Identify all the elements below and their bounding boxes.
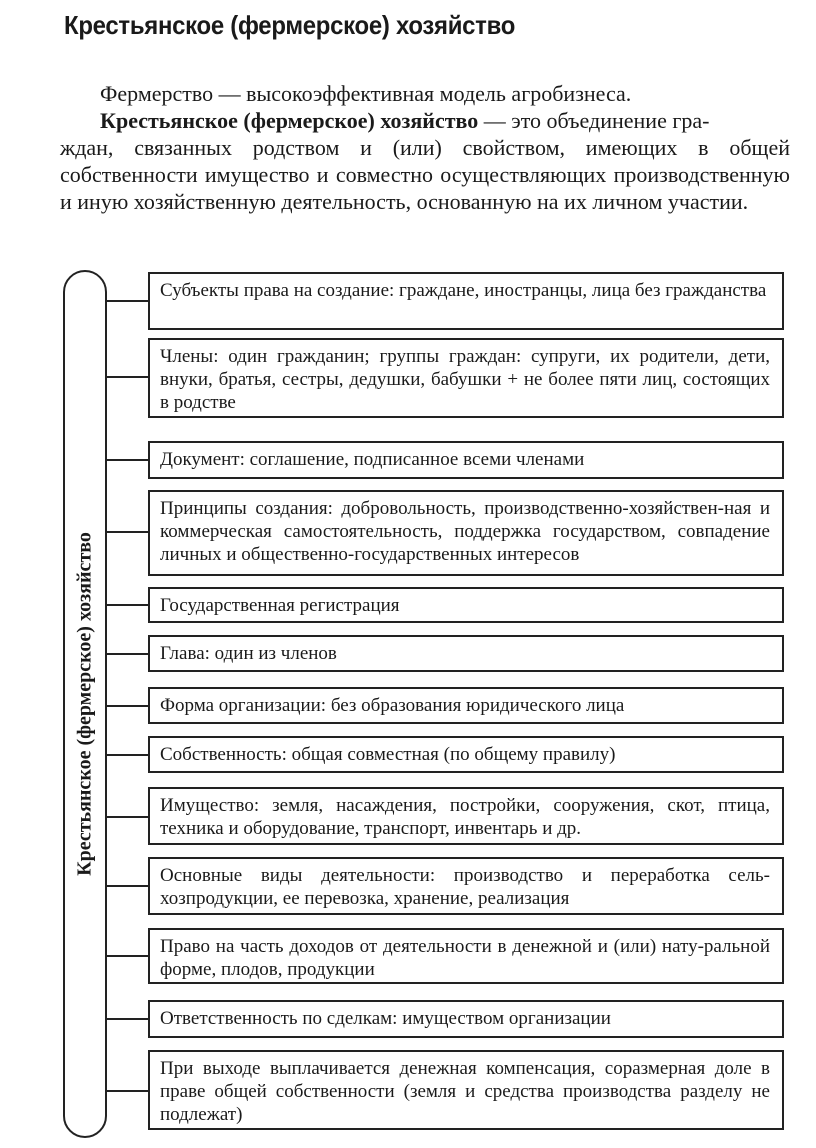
diagram-item-members: Члены: один гражданин; группы граждан: супруги, их родители, дети, внуки, братья, сестры, дедушки, бабушки + не более пяти лиц, состоящих в родстве [148, 338, 784, 418]
definition-text-start: — это объединение гра- [478, 108, 710, 133]
diagram-item-liability: Ответственность по сделкам: имуществом организации [148, 1000, 784, 1038]
intro-paragraph-2 [100, 107, 790, 134]
connector-line [106, 1090, 150, 1092]
connector-line [106, 376, 150, 378]
diagram-item-ownership: Собственность: общая совместная (по общему правилу) [148, 736, 784, 773]
diagram-item-head: Глава: один из членов [148, 635, 784, 672]
connector-line [106, 604, 150, 606]
page-title: Крестьянское (фермерское) хозяйство [64, 10, 516, 40]
diagram-item-registration: Государственная регистрация [148, 587, 784, 623]
connector-line [106, 531, 150, 533]
diagram-item-form: Форма организации: без образования юридического лица [148, 687, 784, 724]
connector-line [106, 1018, 150, 1020]
connector-line [106, 459, 150, 461]
diagram-item-principles: Принципы создания: добровольность, производственно-хозяйствен-ная и коммерческая самостоятельность, поддержка государством, совпадение личных и общественно-государственных интересов [148, 490, 784, 576]
diagram-item-income: Право на часть доходов от деятельности в денежной и (или) нату-ральной форме, плодов, продукции [148, 928, 784, 984]
connector-line [106, 955, 150, 957]
definition-text-rest: ждан, связанных родством и (или) свойством, имеющих в общей собственности имущество и совместно осуществляющих производственную и иную хозяйственную деятельность, основанную на их личном участии. [60, 135, 790, 214]
diagram-root-label: Крестьянское (фермерское) хозяйство [73, 532, 96, 876]
diagram-item-property: Имущество: земля, насаждения, постройки, сооружения, скот, птица, техника и оборудование, транспорт, инвентарь и др. [148, 787, 784, 845]
definition-term: Крестьянское (фермерское) хозяйство [100, 108, 479, 133]
intro-text [60, 80, 790, 215]
connector-line [106, 816, 150, 818]
connector-line [106, 754, 150, 756]
diagram-item-subjects: Субъекты права на создание: граждане, иностранцы, лица без гражданства [148, 272, 784, 330]
connector-line [106, 705, 150, 707]
intro-paragraph-1: Фермерство — высокоэффективная модель агробизнеса. [100, 81, 632, 106]
connector-line [106, 300, 150, 302]
diagram-item-document: Документ: соглашение, подписанное всеми членами [148, 441, 784, 479]
connector-line [106, 653, 150, 655]
diagram-item-activities: Основные виды деятельности: производство и переработка сель-хозпродукции, ее перевозка, хранение, реализация [148, 857, 784, 915]
connector-line [106, 885, 150, 887]
diagram-item-exit: При выходе выплачивается денежная компенсация, соразмерная доле в праве общей собственности (земля и средства производства разделу не подлежат) [148, 1050, 784, 1130]
